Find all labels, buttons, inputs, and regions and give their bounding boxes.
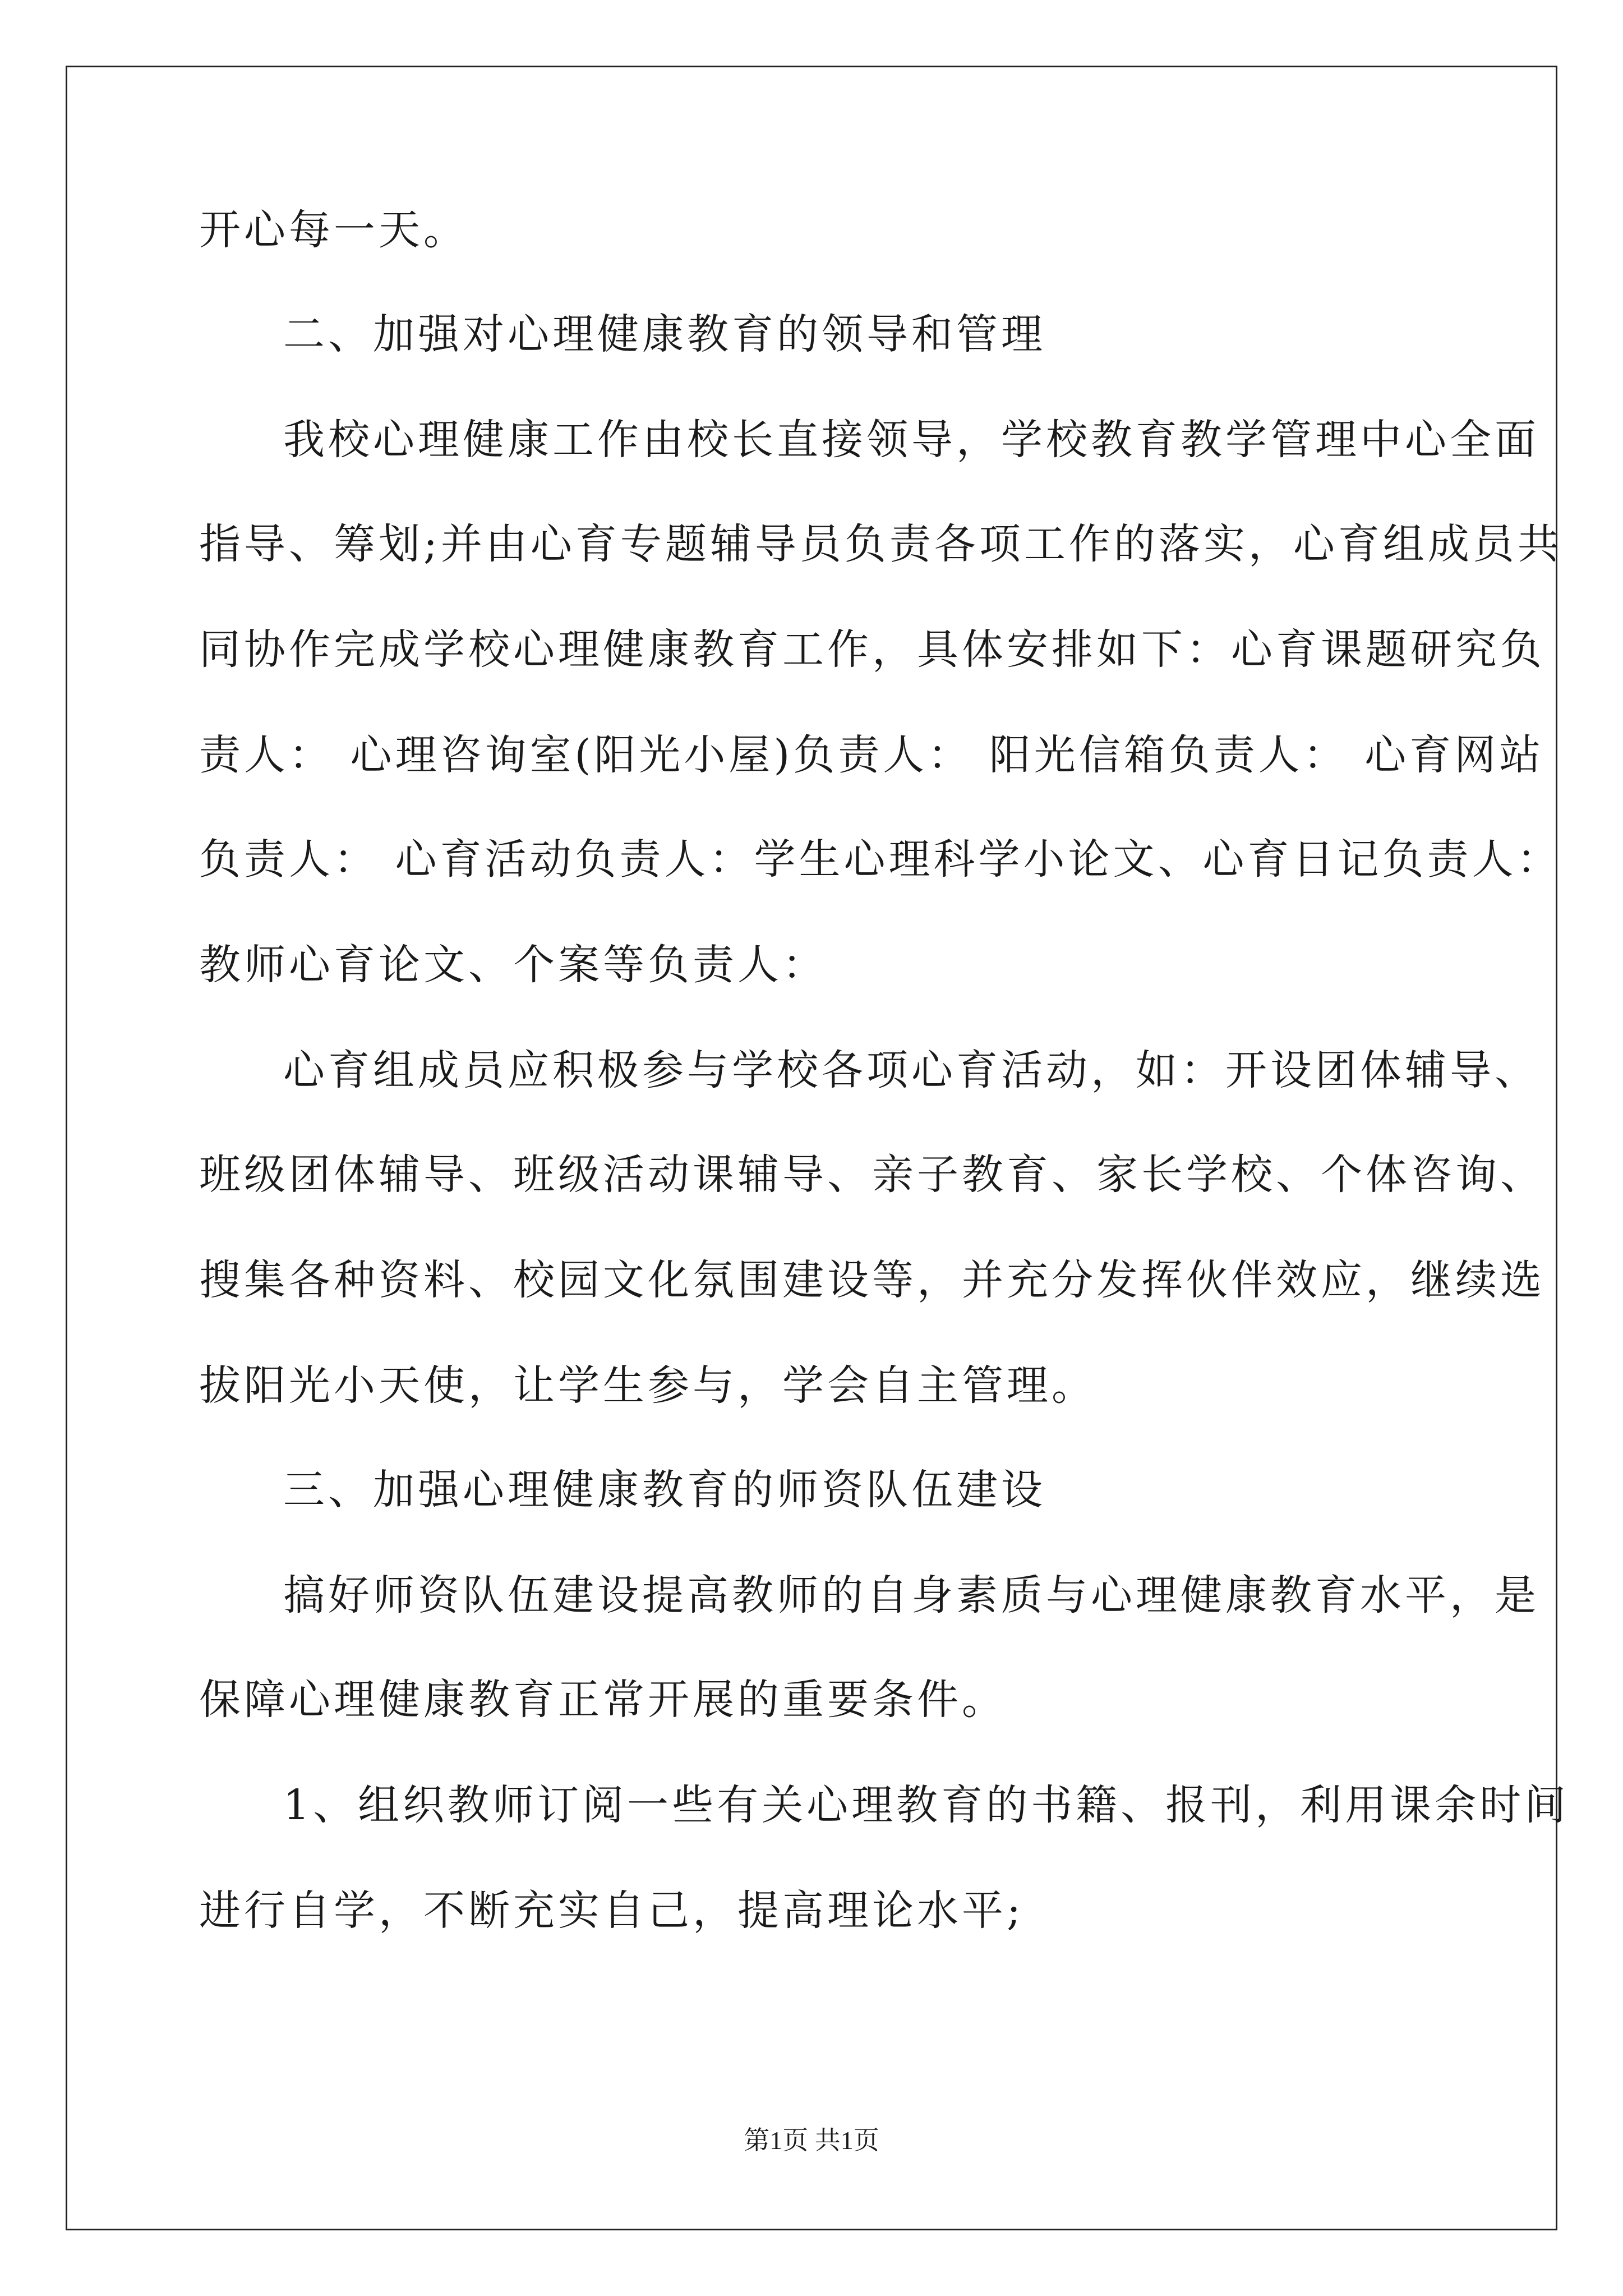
text-line: 进行自学，不断充实自己，提高理论水平; — [199, 1887, 1024, 1935]
text-line: 心育组成员应积极参与学校各项心育活动，如：开设团体辅导、 — [283, 1046, 1539, 1094]
text-line: 搜集各种资料、校园文化氛围建设等，并充分发挥伙伴效应，继续选 — [199, 1256, 1545, 1304]
section-heading: 三、加强心理健康教育的师资队伍建设 — [283, 1466, 1046, 1514]
section-heading: 二、加强对心理健康教育的领导和管理 — [283, 310, 1046, 358]
text-line: 指导、筹划;并由心育专题辅导员负责各项工作的落实，心育组成员共 — [199, 520, 1562, 568]
text-line: 1、组织教师订阅一些有关心理教育的书籍、报刊，利用课余时间 — [283, 1781, 1570, 1829]
page-number: 第1页 共1页 — [744, 2126, 879, 2155]
text-line: 拔阳光小天使，让学生参与，学会自主管理。 — [199, 1361, 1096, 1410]
text-line: 保障心理健康教育正常开展的重要条件。 — [199, 1676, 1007, 1724]
text-line: 开心每一天。 — [199, 206, 468, 254]
text-line: 我校心理健康工作由校长直接领导，学校教育教学管理中心全面 — [283, 416, 1539, 464]
text-line: 同协作完成学校心理健康教育工作，具体安排如下：心育课题研究负 — [199, 625, 1545, 674]
text-line: 责人： 心理咨询室(阳光小屋)负责人： 阳光信箱负责人： 心育网站 — [199, 731, 1544, 779]
text-line: 负责人： 心育活动负责人：学生心理科学小论文、心育日记负责人： — [199, 835, 1562, 884]
text-line: 教师心育论文、个案等负责人： — [199, 941, 827, 989]
text-line: 搞好师资队伍建设提高教师的自身素质与心理健康教育水平，是 — [283, 1571, 1539, 1619]
text-line: 班级团体辅导、班级活动课辅导、亲子教育、家长学校、个体咨询、 — [199, 1151, 1545, 1199]
